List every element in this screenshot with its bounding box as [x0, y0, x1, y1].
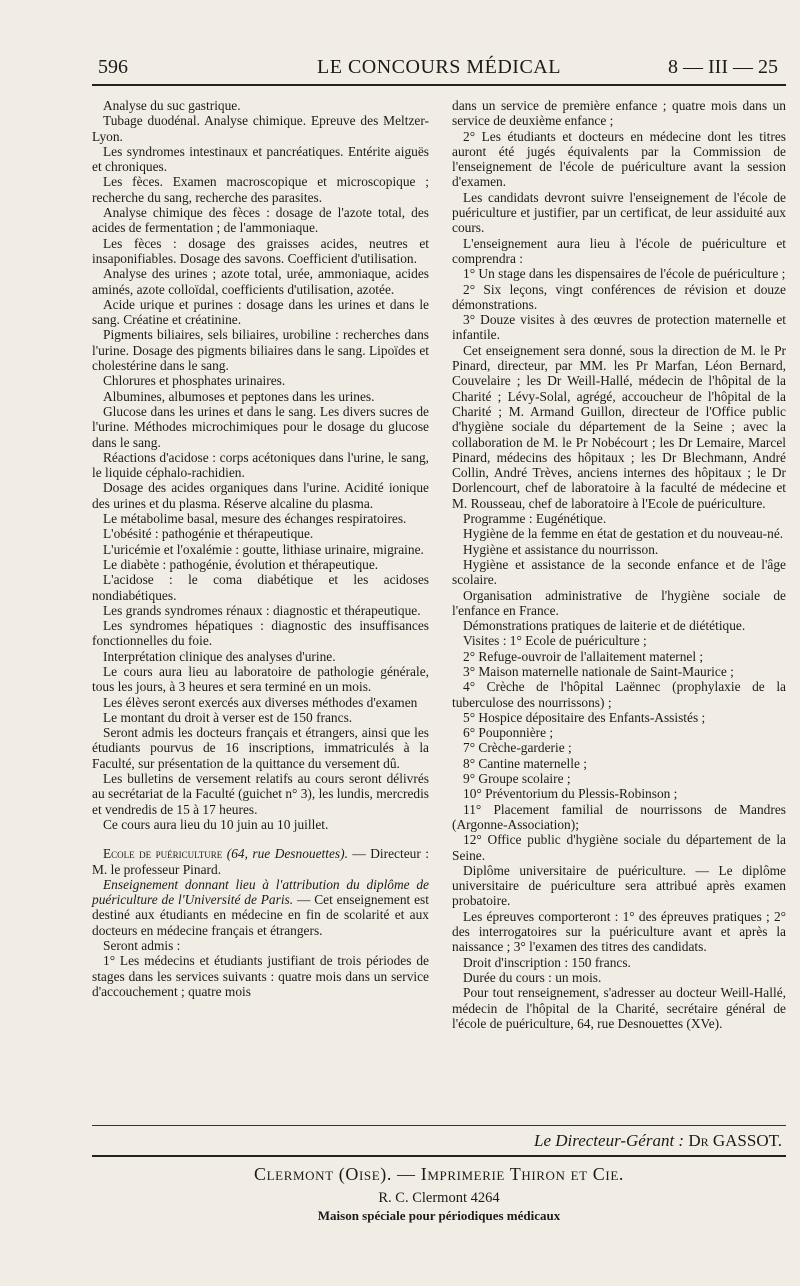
ecole-heading [92, 846, 429, 877]
page-header [98, 54, 780, 80]
ecole-address: (64, rue Desnouettes). [226, 846, 348, 862]
paragraph: 9° Groupe scolaire ; [463, 771, 571, 787]
paragraph: Chlorures et phosphates urinaires. [103, 373, 286, 389]
right-paragraphs-3 [452, 863, 786, 1031]
paragraph: Analyse du suc gastrique. [103, 98, 241, 113]
signature-label: Le Directeur-Gérant : [533, 1131, 689, 1150]
paragraph: Visites : 1° Ecole de puériculture ; [463, 633, 647, 649]
paragraph: Les bulletins de versement relatifs au cours seront délivrés au secrétariat de la Faculté (guichet n° 3), les lundis, mercredis et vendredis de 15 à 17 heures. [92, 771, 430, 817]
paragraph: L'enseignement aura lieu à l'école de puériculture et comprendra : [452, 235, 786, 266]
paragraph: 1° Un stage dans les dispensaires de l'école de puériculture ; [463, 266, 786, 282]
paragraph: dans un service de première enfance ; quatre mois dans un service de deuxième enfance ; [452, 98, 786, 129]
ecole-admis: Seront admis : [103, 938, 181, 954]
ecole-subtitle: Enseignement donnant lieu à l'attribution du diplôme de puériculture de l'Université de Paris. [92, 876, 429, 908]
paragraph: Hygiène et assistance de la seconde enfance et de l'âge scolaire. [452, 556, 786, 588]
paragraph: Les candidats devront suivre l'enseignement de l'école de puériculture et justifier, par un certificat, de leur assiduité aux cours. [452, 189, 786, 236]
paragraph: 5° Hospice dépositaire des Enfants-Assistés ; [463, 709, 706, 725]
paragraph: Interprétation clinique des analyses d'urine. [103, 648, 336, 664]
paragraph: Le montant du droit à verser est de 150 francs. [103, 709, 353, 725]
ecole-cond1: 1° Les médecins et étudiants justifiant de trois périodes de stages dans les services suivants : quatre mois dans un service d'accouchement ; quatre mois [92, 953, 429, 999]
paragraph: Tubage duodénal. Analyse chimique. Epreuve des Meltzer-Lyon. [92, 113, 429, 144]
paragraph: Durée du cours : un mois. [463, 969, 602, 985]
paragraph: Les syndromes hépatiques : diagnostic des insuffisances fonctionnelles du foie. [92, 618, 429, 649]
issue-date: 8 — III — 25 [668, 56, 778, 78]
paragraph: 2° Les étudiants et docteurs en médecine dont les titres auront été jugés équivalents par la Commission de l'enseignement de l'école de puériculture avant la session d'examen. [452, 128, 786, 190]
paragraph: Les élèves seront exercés aux diverses méthodes d'examen [103, 694, 418, 710]
visites-list [452, 633, 786, 862]
paragraph: Les grands syndromes rénaux : diagnostic et thérapeutique. [103, 602, 421, 618]
right-column [452, 98, 786, 1031]
ecole-name: Ecole de puériculture [103, 846, 223, 862]
paragraph: Le métabolime basal, mesure des échanges respiratoires. [103, 511, 407, 527]
paragraph: 3° Douze visites à des œuvres de protection maternelle et infantile. [452, 312, 786, 343]
paragraph: Organisation administrative de l'hygiène sociale de l'enfance en France. [452, 587, 786, 618]
ecole-dash: — [347, 846, 371, 862]
paragraph: Ce cours aura lieu du 10 juin au 10 juillet. [103, 816, 329, 832]
paragraph: 11° Placement familial de nourrissons de Mandres (Argonne-Association); [452, 801, 786, 832]
paragraph: Analyse chimique des fèces : dosage de l'azote total, des acides de fermentation ; de l'ammoniaque. [92, 205, 429, 236]
paragraph: L'obésité : pathogénie et thérapeutique. [103, 526, 314, 542]
ecole-intro [92, 877, 429, 938]
ecole-director: Directeur : M. le professeur Pinard. [92, 846, 429, 877]
paragraph: 12° Office public d'hygiène sociale du département de la Seine. [452, 832, 786, 863]
paragraph: 7° Crèche-garderie ; [463, 740, 572, 756]
paragraph: Acide urique et purines : dosage dans les urines et dans le sang. Créatine et créatinine. [92, 296, 429, 328]
journal-title: LE CONCOURS MÉDICAL [317, 56, 561, 78]
left-column [92, 98, 429, 999]
paragraph: Les fèces : dosage des graisses acides, neutres et insaponifiables. Dosage des savons. Coefficient d'utilisation. [92, 235, 429, 266]
paragraph: Les syndromes intestinaux et pancréatiques. Entérite aiguës et chroniques. [92, 143, 429, 175]
paragraph: L'uricémie et l'oxalémie : goutte, lithiase urinaire, migraine. [103, 541, 424, 557]
paragraph: 8° Cantine maternelle ; [463, 755, 587, 771]
paragraph: Pigments biliaires, sels biliaires, urobiline : recherches dans l'urine. Dosage des pigments biliaires dans le sang. Lipoïdes et cholestérine dans le sang. [92, 327, 429, 374]
paragraph: Pour tout renseignement, s'adresser au docteur Weill-Hallé, médecin de l'hôpital de la Charité, secrétaire général de l'école de puériculture, 64, rue Desnouettes (XVe). [452, 985, 786, 1031]
paragraph: L'acidose : le coma diabétique et les acidoses nondiabétiques. [92, 572, 429, 603]
left-paragraphs [92, 98, 429, 832]
paragraph: 6° Pouponnière ; [463, 725, 554, 741]
imprint-printer: Clermont (Oise). — Imprimerie Thiron et Cie. [254, 1164, 624, 1184]
enseignement-paragraph: Cet enseignement sera donné, sous la direction de M. le Pr Pinard, directeur, par MM. les Pr Marfan, Léon Bernard, Couvelaire ; les Dr Weill-Hallé, médecin de l'hôpital de la Charité ; Lévy-Solal, agrégé, accoucheur de l'hôpital de la Charité ; M. Armand Guillon, directeur de l'Office public d'hygiène sociale du département de la Seine ; avec la collaboration de M. le Pr Nobécourt ; les Dr Lemaire, Marcel Pinard, médecins des hôpitaux ; les Dr Blechmann, André Collin, André Trèves, anciens internes des hôpitaux ; le Dr Dorlencourt, chef de laboratoire à la faculté de médecine et M. Rousseau, chef de laboratoire à l'Ecole de puériculture. [452, 342, 786, 511]
paragraph: 2° Refuge-ouvroir de l'allaitement maternel ; [463, 648, 704, 664]
paragraph: Hygiène de la femme en état de gestation et du nouveau-né. [463, 526, 784, 542]
paragraph: 3° Maison maternelle nationale de Saint-Maurice ; [463, 663, 734, 679]
paragraph: 10° Préventorium du Plessis-Robinson ; [463, 786, 678, 802]
demonstrations-paragraph: Démonstrations pratiques de laiterie et de diététique. [463, 618, 746, 634]
paragraph: Programme : Eugénétique. [463, 511, 607, 527]
paragraph: Glucose dans les urines et dans le sang. Les divers sucres de l'urine. Méthodes microchimiques pour le dosage du glucose dans le sang. [92, 403, 429, 450]
ecole-intro-text: — Cet enseignement est destiné aux étudiants en médecine en fin de scolarité et aux docteurs en médecine français et étrangers. [92, 892, 429, 938]
paragraph: Dosage des acides organiques dans l'urine. Acidité ionique des urines et du plasma. Réserve alcaline du plasma. [92, 480, 429, 511]
paragraph: Albumines, albumoses et peptones dans les urines. [103, 388, 375, 404]
paragraph: Analyse des urines ; azote total, urée, ammoniaque, acides aminés, azote colloïdal, coefficients d'utilisation, azotée. [92, 266, 429, 297]
paragraph: Le diabète : pathogénie, évolution et thérapeutique. [103, 556, 379, 572]
paragraph: Les fèces. Examen macroscopique et microscopique ; recherche du sang, recherche des parasites. [92, 174, 429, 205]
paragraph: Droit d'inscription : 150 francs. [463, 954, 631, 970]
imprint-specialty: Maison spéciale pour périodiques médicaux [317, 1208, 561, 1223]
footer-rule [92, 1125, 786, 1126]
right-paragraphs-2 [452, 511, 786, 618]
imprint-registry: R. C. Clermont 4264 [378, 1190, 500, 1206]
signature-name: Dr GASSOT. [688, 1131, 782, 1150]
imprint-rule [92, 1155, 786, 1157]
header-rule [92, 84, 786, 86]
signature [534, 1131, 782, 1151]
paragraph: Seront admis les docteurs français et étrangers, ainsi que les étudiants pourvus de 16 inscriptions, immatriculés à la Faculté, sur présentation de la quittance du versement dû. [92, 725, 429, 771]
paragraph: Diplôme universitaire de puériculture. — Le diplôme universitaire de puériculture sera attribué après examen probatoire. [452, 862, 786, 909]
paragraph: Réactions d'acidose : corps acétoniques dans l'urine, le sang, le liquide céphalo-rachidien. [92, 449, 429, 481]
page-number: 596 [98, 56, 128, 78]
paragraph: Hygiène et assistance du nourrisson. [463, 541, 659, 557]
paragraph: Le cours aura lieu au laboratoire de pathologie générale, tous les jours, à 3 heures et sera terminé en un mois. [92, 663, 429, 695]
paragraph: 4° Crèche de l'hôpital Laënnec (prophylaxie de la tuberculose des nourrissons) ; [452, 679, 786, 710]
paragraph: Les épreuves comporteront : 1° des épreuves pratiques ; 2° des interrogatoires sur la puériculture avant et après la naissance ; 3° l'examen des titres des candidats. [452, 908, 786, 955]
right-paragraphs-1 [452, 98, 786, 343]
paragraph: 2° Six leçons, vingt conférences de révision et douze démonstrations. [452, 281, 786, 312]
